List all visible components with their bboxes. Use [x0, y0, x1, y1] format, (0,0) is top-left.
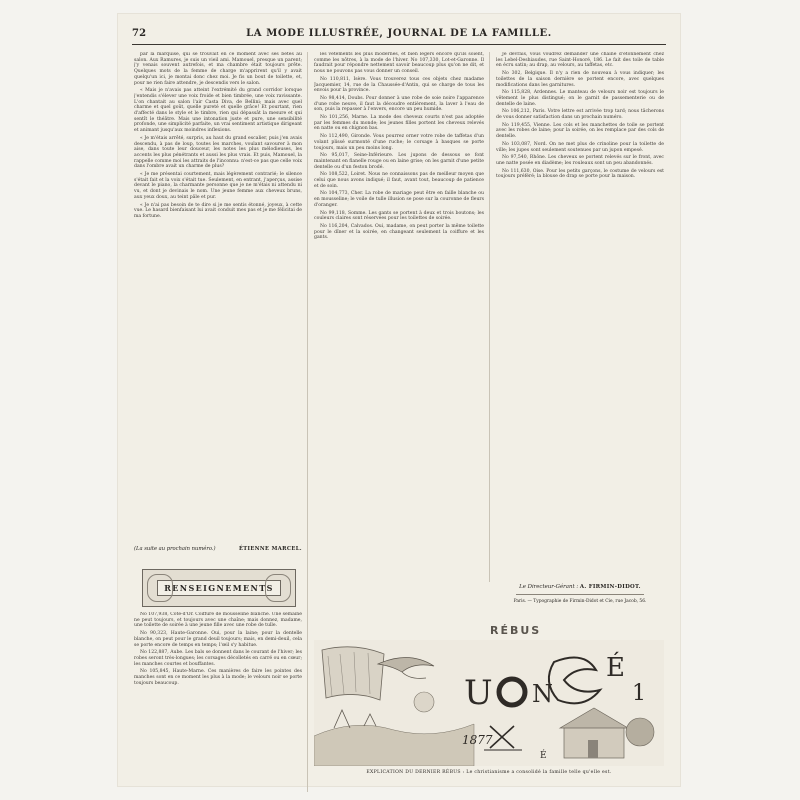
section-heading: RENSEIGNEMENTS: [157, 580, 281, 596]
imprint-block: [496, 584, 664, 604]
paragraph: No 119,455, Vienne. Les cols et les manchettes de toile se portent avec les robes de laine; pour la soirée, on les remplace par des cols de dentelle.: [496, 122, 664, 140]
ornament-icon: [265, 574, 291, 602]
rebus-digit: 1: [632, 681, 646, 706]
director-name: A. FIRMIN-DIDOT.: [579, 584, 641, 590]
paragraph: No 107,938, Côte-d'Or. Coiffure de mousseline blanche. Une semaine ne peut toujours, et toujours avec une chaîne; mais donnez, madame, une toilette de soirée à une jeune fille avec une robe de tulle.: [134, 612, 302, 629]
director-label: Le Directeur-Gérant :: [519, 584, 579, 590]
paragraph: No 90,323, Haute-Garonne. Oui, pour la laine; pour la dentelle blanche, on peut pour le grand deuil toujours; mais, en demi-deuil, cela se porte encore de temps en temps; l'œil s'y habitue.: [134, 631, 302, 648]
paragraph: No 105,845, Haute-Marne. Ces manières de faire les pointes des manches sont en ce moment les plus à la mode; le velours noir se porte toujours beaucoup.: [134, 669, 302, 686]
journal-page: [118, 14, 680, 786]
paragraph: par la marquise, qui se trouvait en ce moment avec ses bêtes au salon. Aux Ramures, je suis un vieil ami. Mamouel, presque un parent; j'y venais souvent autrefois, et ma chambre était toujours prête. Quelques mots de la femme de charge m'apprirent qu'il y avait quelqu'un ici, je montai donc chez moi. Je fis un bout de toilette, et, pour ne rien faire attendre, je descendis vers le salon.: [134, 52, 302, 86]
journal-title: LA MODE ILLUSTRÉE, JOURNAL DE LA FAMILLE.: [246, 27, 552, 39]
rebus-letter: N: [532, 680, 553, 708]
continuation-note: (La suite au prochain numéro.): [134, 546, 216, 552]
paragraph: « Je n'ai pas besoin de te dire si je me sentis étonné, joyeux, à cette vue. Le hasard bienfaisant lui avait conduit mes pas et je me félicitai de ma fortune.: [134, 202, 302, 219]
paragraph: No 112,490, Gironde. Vous pourrez orner votre robe de taffetas d'un volant plissé surmonté d'une ruche; le corsage à basques se porte toujours, mais un peu moins long.: [314, 134, 484, 151]
paragraph: No 99,118, Somme. Les gants se portent à deux et trois boutons; les couleurs claires sont réservées pour les toilettes de soirée.: [314, 210, 484, 222]
ornament-icon: [147, 574, 173, 602]
paragraph: « Je m'étais arrêté, surpris, au haut du grand escalier, puis j'en avais descendu, à pas de loup, toutes les marches, voulant savourer à mon aise, dans toute leur douceur, les notes les plus mélodieuses, les accents les plus pénétrants et aussi les plus vrais. Et puis, Mamouel, la rappelle comme moi les attraits de l'inconnu: n'est-ce pas que celle voix dans l'ombre avait un charme de plus?: [134, 135, 302, 170]
paragraph: No 115,828, Ardennes. Le manteau de velours noir est toujours le vêtement le plus distingué; on le garnit de passementerie ou de dentelle de laine.: [496, 90, 664, 107]
paragraph: No 116,204, Calvados. Oui, madame, on peut porter la même toilette pour le dîner et la soirée, en changeant seulement la coiffure et les gants.: [314, 223, 484, 241]
page-header: [132, 24, 666, 42]
paragraph: No 122,887, Aube. Les bals se donnent dans le courant de l'hiver; les robes seront très-longues; les corsages décolletés en carré ou en cœur; les manches courtes et bouffantes.: [134, 650, 302, 667]
paragraph: No 98,414, Doubs. Pour donner à une robe de soie noire l'apparence d'une robe neuve, il faut la découdre entièrement, la laver à l'eau de son, puis la repasser à l'envers, encore un peu humide.: [314, 95, 484, 113]
page-number: 72: [132, 27, 147, 39]
paragraph: No 111,630, Oise. Pour les petits garçons, le costume de velours est toujours préféré; la blouse de drap se porte pour la maison.: [496, 168, 664, 180]
rebus-explanation: EXPLICATION DU DERNIER RÉBUS : Le christianisme a consolidé la famille telle qu'elle est.: [366, 770, 612, 775]
column-divider: [307, 52, 308, 792]
article-column: [134, 52, 302, 542]
renseignements-column: [314, 52, 484, 620]
paragraph: No 108,522, Loiret. Nous ne connaissons pas de meilleur moyen que celui que nous avons indiqué; il faut, avant tout, beaucoup de patience et de soin.: [314, 172, 484, 189]
paragraph: les vêtements les plus modernes, et bien légers encore qu'ils soient, comme les nôtres, à la mode de l'hiver. No 107,330, Lot-et-Garonne. Il faudrait pour répondre nettement savoir beaucoup plus qu'on ne dit, et nous ne pouvons pas vous donner un conseil.: [314, 52, 484, 75]
paragraph: « Je me présentai courtement, mais légèrement contrarié; le silence s'était fait et la voix s'était tue. Seulement, en entrant, j'aperçus, assise devant le piano, la charmante personne que je ne m'étais ni attendu ni vu, et dont je devinais le nom. Une jeune femme aux cheveux bruns, aux yeux doux, au teint pâle et pur.: [134, 172, 302, 200]
imprint-rule: [516, 594, 644, 595]
paragraph: No 302, Belgique. Il n'y a rien de nouveau à vous indiquer; les toilettes de la saison dernière se portent encore, avec quelques modifications dans les garnitures.: [496, 71, 664, 88]
paragraph: No 104,773, Cher. La robe de mariage peut être en faille blanche ou en mousseline; le voile de tulle illusion se pose sur la couronne de fleurs d'oranger.: [314, 191, 484, 208]
paragraph: « Mais je n'avais pas atteint l'extrémité du grand corridor lorsque j'entendis s'élever une voix froide et bien timbrée, une voix ravissante. L'on chantait au salon l'air Casta Diva, de Bellini; mais avec quel charme et quel goût, quelle pureté et quelle grâce! Et pourtant, rien d'affecté dans le style et le timbre, rien qui dépassât la mesure et qui sentît le théâtre. Mais une intonation juste et pure, une sensibilité profonde, une simplicité parfaite, un vrai sentiment artistique dirigeant et animant jusqu'aux moindres inflexions.: [134, 88, 302, 134]
paragraph: No 103,087, Nord. On ne met plus de crinoline pour la toilette de ville; les jupes sont seulement soutenues par un jupon empesé.: [496, 141, 664, 153]
typography-line: Paris. — Typographie de Firmin-Didot et Cie, rue Jacob, 56.: [513, 599, 647, 604]
paragraph: Je devrais, vous voudrez demander une chaîne d'étonnement chez les Lebel-Deshiaudes, rue Saint-Honoré, 186. Le fait des toile de table en écru satin; au drap, au velours, au taffetas, etc.: [496, 52, 664, 69]
paragraph: No 110,811, Isère. Vous trouverez tous ces objets chez madame Jacquemier, 14, rue de la Chaussée-d'Antin, qui se charge de tous les envois pour la province.: [314, 76, 484, 94]
rebus-letter: É: [540, 751, 547, 761]
rebus-letter: É: [606, 653, 625, 683]
rebus-year: 1877: [462, 733, 493, 747]
rebus-illustration: [314, 640, 664, 766]
director-line: [496, 584, 664, 590]
renseignements-banner: [142, 569, 296, 607]
article-signature: [134, 546, 302, 552]
renseignements-column: [134, 612, 302, 782]
drape-icon: [322, 647, 384, 700]
author-name: ÉTIENNE MARCEL.: [238, 546, 302, 552]
paragraph: No 95,017, Seine-Inférieure. Les jupons de dessous se font maintenant en flanelle rouge ou en laine grise; on les garnit d'une petite dentelle ou d'un feston brodé.: [314, 153, 484, 170]
rebus-letter: U: [464, 673, 493, 713]
paragraph: No 101,256, Marne. La mode des cheveux courts n'est pas adoptée par les femmes du monde; les jeunes filles portent les cheveux relevés en natte ou en chignon bas.: [314, 115, 484, 132]
paragraph: No 97,540, Rhône. Les cheveux se portent relevés sur le front, avec une natte posée en diadème; les rouleaux sont un peu abandonnés.: [496, 155, 664, 166]
renseignements-column: [496, 52, 664, 572]
column-divider: [489, 52, 490, 582]
paragraph: No 106,212, Paris. Votre lettre est arrivée trop tard; nous tâcherons de vous donner satisfaction dans un prochain numéro.: [496, 109, 664, 121]
header-rule: [132, 44, 666, 45]
rebus-title: RÉBUS: [490, 624, 542, 637]
